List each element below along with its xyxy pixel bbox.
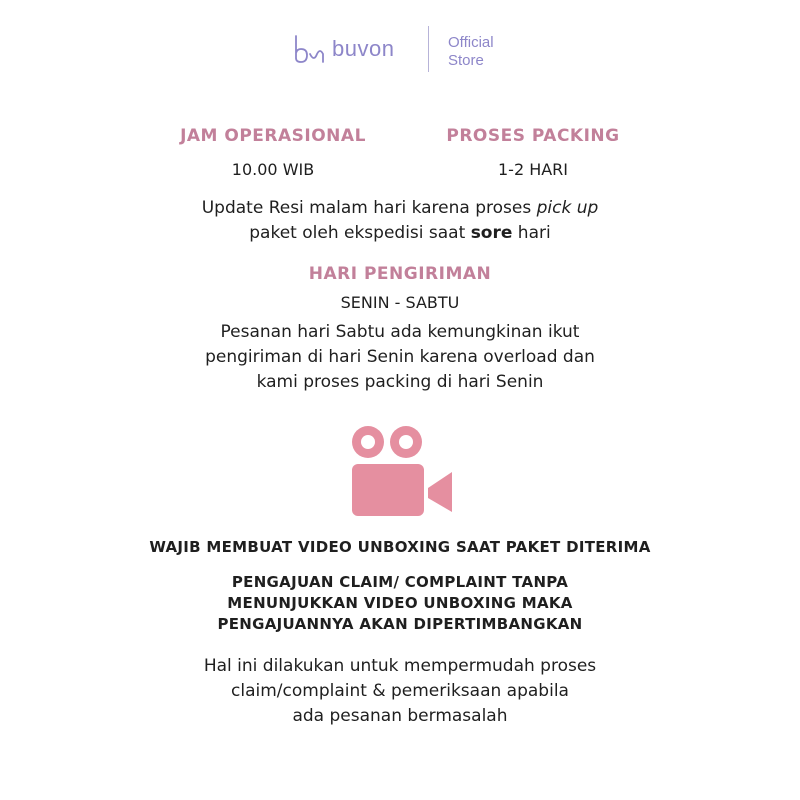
resi-note-text: hari [512, 223, 551, 243]
claim-warning-line3: PENGAJUANNYA AKAN DIPERTIMBANGKAN [217, 615, 583, 633]
brand-logo-icon [292, 32, 328, 66]
claim-warning-line1: PENGAJUAN CLAIM/ COMPLAINT TANPA [231, 573, 569, 591]
resi-note-text: paket oleh ekspedisi saat [249, 223, 471, 243]
unboxing-note-line2: claim/complaint & pemeriksaan apabila [231, 681, 569, 701]
resi-note-bold: sore [470, 223, 513, 243]
store-label-line1: Official [448, 34, 494, 51]
brand-name: buvon [332, 36, 395, 61]
claim-warning-line2: MENUNJUKKAN VIDEO UNBOXING MAKA [227, 594, 573, 612]
packing-title: PROSES PACKING [446, 126, 620, 146]
shipping-note-line1: Pesanan hari Sabtu ada kemungkinan ikut [220, 322, 580, 342]
unboxing-note [0, 654, 800, 729]
resi-note-italic: pick up [536, 198, 599, 218]
unboxing-note-line3: ada pesanan bermasalah [292, 706, 508, 726]
brand-logo [292, 32, 394, 66]
resi-note-line1 [0, 196, 800, 221]
hours-title: JAM OPERASIONAL [180, 126, 366, 146]
header [0, 24, 800, 76]
resi-note-line2 [0, 221, 800, 246]
shipping-days: SENIN - SABTU [340, 293, 460, 312]
claim-warning [0, 572, 800, 635]
video-camera-icon [348, 424, 452, 518]
resi-note-text: Update Resi malam hari karena proses [201, 198, 537, 218]
store-label [448, 34, 494, 70]
hours-value: 10.00 WIB [231, 160, 315, 179]
shipping-title: HARI PENGIRIMAN [308, 264, 492, 284]
packing-value: 1-2 HARI [497, 160, 569, 179]
unboxing-heading: WAJIB MEMBUAT VIDEO UNBOXING SAAT PAKET DITERIMA [149, 538, 651, 556]
shipping-note-line2: pengiriman di hari Senin karena overload dan [205, 347, 595, 367]
shipping-note-line3: kami proses packing di hari Senin [256, 372, 544, 392]
unboxing-note-line1: Hal ini dilakukan untuk mempermudah proses [203, 656, 597, 676]
shipping-note [0, 320, 800, 395]
store-label-line2: Store [448, 52, 484, 69]
header-divider [428, 26, 429, 72]
resi-note [0, 196, 800, 246]
